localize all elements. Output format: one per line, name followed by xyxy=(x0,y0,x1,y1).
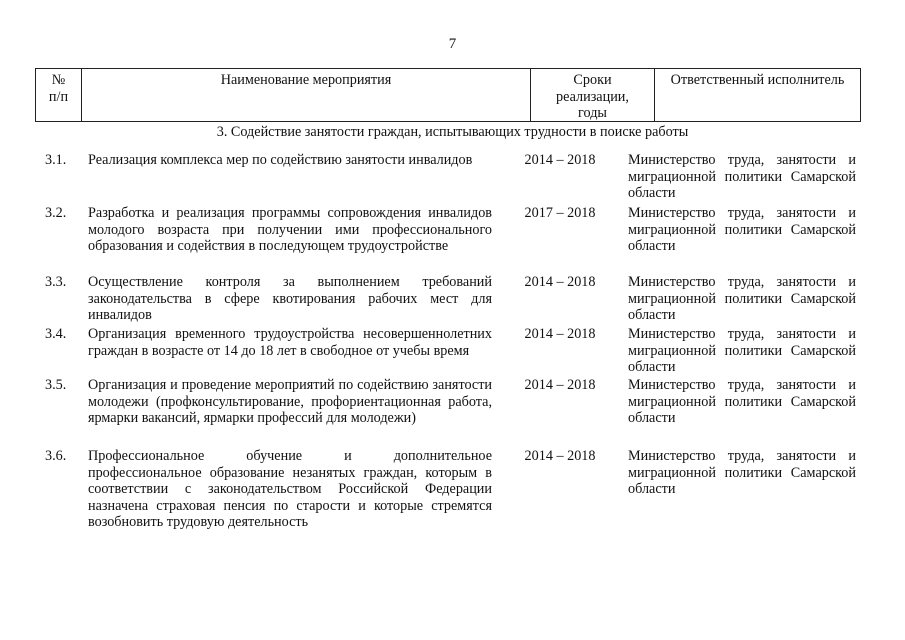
header-number-column xyxy=(36,69,82,121)
row-responsible: Министерство труда, занятости и миграционной политики Самарской области xyxy=(628,377,856,426)
row-term: 2014 – 2018 xyxy=(524,377,596,393)
row-responsible: Министерство труда, занятости и миграционной политики Самарской области xyxy=(628,205,856,254)
row-responsible: Министерство труда, занятости и миграционной политики Самарской области xyxy=(628,326,856,375)
row-number: 3.6. xyxy=(45,448,67,464)
row-measure-name: Организация временного трудоустройства несовершеннолетних граждан в возрасте от 14 до 18 лет в свободное от учебы время xyxy=(88,326,492,359)
row-number: 3.2. xyxy=(45,205,67,221)
row-number: 3.3. xyxy=(45,274,67,290)
header-responsible-column xyxy=(655,69,860,121)
header-responsible-label: Ответственный исполнитель xyxy=(670,72,845,88)
header-number-label: № п/п xyxy=(48,72,69,105)
row-number: 3.1. xyxy=(45,152,67,168)
header-term-label: Сроки реализации, годы xyxy=(556,72,629,121)
row-responsible: Министерство труда, занятости и миграционной политики Самарской области xyxy=(628,152,856,201)
row-responsible: Министерство труда, занятости и миграционной политики Самарской области xyxy=(628,274,856,323)
row-term: 2014 – 2018 xyxy=(524,274,596,290)
row-measure-name: Реализация комплекса мер по содействию занятости инвалидов xyxy=(88,152,473,168)
row-measure-name: Организация и проведение мероприятий по содействию занятости молодежи (профконсультирование, профориентационная работа, ярмарки вакансий, ярмарки профессий для молодежи) xyxy=(88,377,492,426)
row-measure-name: Разработка и реализация программы сопровождения инвалидов молодого возраста при получении ими профессионального образования и содействия в последующем трудоустройстве xyxy=(88,205,492,254)
row-term: 2014 – 2018 xyxy=(524,152,596,168)
row-measure-name: Профессиональное обучение и дополнительное профессиональное образование незанятых граждан, которым в соответствии с законодательством Российской Федерации назначена страховая пенсия по старости и которые стремятся возобновить трудовую деятельность xyxy=(88,448,492,530)
table-header xyxy=(35,68,861,122)
row-term: 2017 – 2018 xyxy=(524,205,596,221)
row-responsible: Министерство труда, занятости и миграционной политики Самарской области xyxy=(628,448,856,497)
section-title: 3. Содействие занятости граждан, испытывающих трудности в поиске работы xyxy=(216,124,689,140)
row-term: 2014 – 2018 xyxy=(524,326,596,342)
row-term: 2014 – 2018 xyxy=(524,448,596,464)
header-name-label: Наименование мероприятия xyxy=(220,72,392,88)
row-measure-name: Осуществление контроля за выполнением требований законодательства в сфере квотирования рабочих мест для инвалидов xyxy=(88,274,492,323)
row-number: 3.4. xyxy=(45,326,67,342)
row-number: 3.5. xyxy=(45,377,67,393)
header-name-column xyxy=(82,69,531,121)
page-number: 7 xyxy=(448,36,457,52)
header-term-column xyxy=(531,69,655,121)
